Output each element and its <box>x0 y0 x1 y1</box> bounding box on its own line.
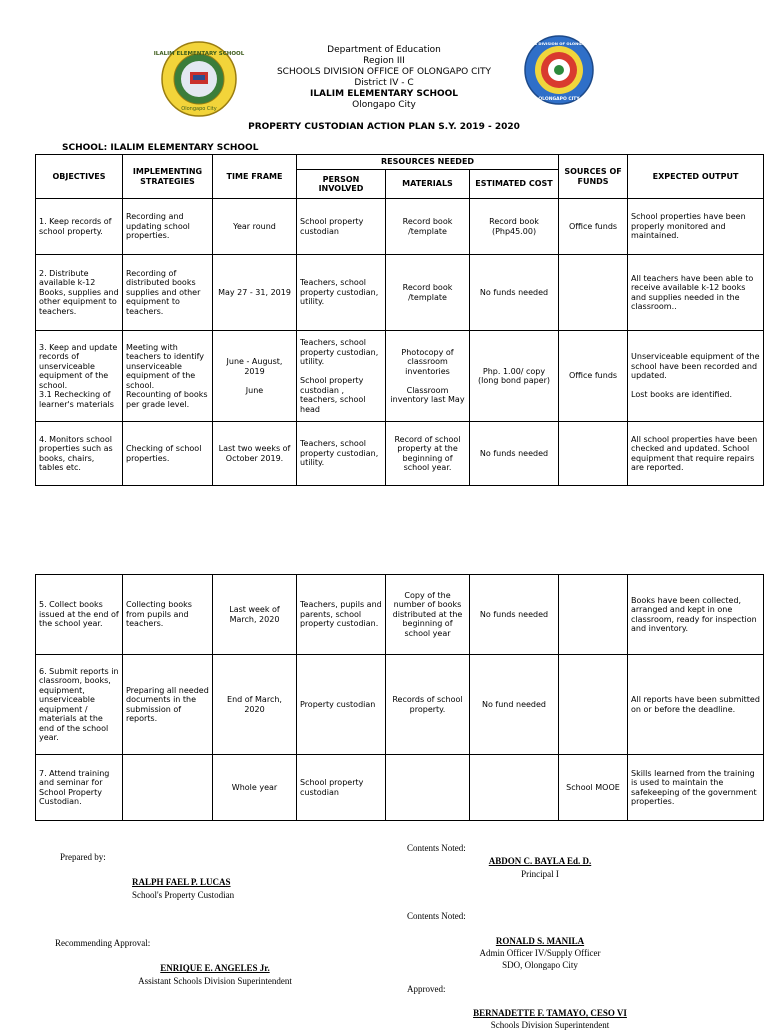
cell-funds <box>559 575 628 655</box>
prepared-by-name: RALPH FAEL P. LUCAS <box>132 877 231 887</box>
contents-noted-label-2: Contents Noted: <box>407 911 466 921</box>
cell-strategy: Collecting books from pupils and teachers. <box>123 575 213 655</box>
header-line-district: District IV - C <box>354 78 414 88</box>
col-expected-output: EXPECTED OUTPUT <box>628 155 764 199</box>
cell-output: All reports have been submitted on or before the deadline. <box>628 655 764 755</box>
right-logo-text: SCHOOLS DIVISION OF OLONGAPO CITY <box>516 41 602 46</box>
approved-label: Approved: <box>407 984 446 994</box>
cell-funds: School MOOE <box>559 755 628 821</box>
cell-person: School property custodian <box>297 755 386 821</box>
col-person-involved: PERSON INVOLVED <box>297 170 386 199</box>
col-estimated-cost: ESTIMATED COST <box>470 170 559 199</box>
header-line-region: Region III <box>363 56 405 66</box>
cell-objective: 1. Keep records of school property. <box>36 199 123 255</box>
header-school-name: ILALIM ELEMENTARY SCHOOL <box>309 89 459 99</box>
left-logo-bottom-text: Olongapo City <box>181 106 217 112</box>
cell-time: Whole year <box>213 755 297 821</box>
cell-time: May 27 - 31, 2019 <box>213 255 297 331</box>
cell-objective: 2. Distribute available k-12 Books, supplies and other equipment to teachers. <box>36 255 123 331</box>
header-line-department: Department of Education <box>327 45 441 55</box>
left-logo-text: ILALIM ELEMENTARY SCHOOL <box>153 51 245 57</box>
prepared-by-label: Prepared by: <box>60 852 106 862</box>
header-line-division: SCHOOLS DIVISION OFFICE OF OLONGAPO CITY <box>276 67 492 77</box>
cell-person: Teachers, school property custodian, utility. <box>297 422 386 486</box>
table-header-row <box>36 155 764 170</box>
cell-materials: Record book /template <box>386 199 470 255</box>
cell-time: End of March, 2020 <box>213 655 297 755</box>
col-materials: MATERIALS <box>386 170 470 199</box>
cell-strategy: Checking of school properties. <box>123 422 213 486</box>
cell-time: Year round <box>213 199 297 255</box>
cell-output: All school properties have been checked and updated. School equipment that require repairs are reported. <box>628 422 764 486</box>
cell-person: School property custodian <box>297 199 386 255</box>
cell-funds <box>559 255 628 331</box>
cell-output: Books have been collected, arranged and kept in one classroom, ready for inspection and inventory. <box>628 575 764 655</box>
cell-strategy: Preparing all needed documents in the submission of reports. <box>123 655 213 755</box>
cell-output: Unserviceable equipment of the school have been recorded and updated. Lost books are identified. <box>628 331 764 422</box>
cell-person: Property custodian <box>297 655 386 755</box>
cell-cost <box>470 755 559 821</box>
table-row <box>36 199 764 255</box>
recommending-name: ENRIQUE E. ANGELES Jr. <box>160 963 270 973</box>
cell-strategy: Recording and updating school properties. <box>123 199 213 255</box>
noted-1-name: ABDON C. BAYLA Ed. D. <box>488 856 592 866</box>
cell-materials: Copy of the number of books distributed at the beginning of school year <box>386 575 470 655</box>
cell-person: Teachers, pupils and parents, school property custodian. <box>297 575 386 655</box>
noted-2-title-1: Admin Officer IV/Supply Officer <box>479 948 601 958</box>
cell-cost: Record book (Php45.00) <box>470 199 559 255</box>
cell-cost: No funds needed <box>470 422 559 486</box>
action-plan-table <box>35 154 764 486</box>
cell-objective: 4. Monitors school properties such as books, chairs, tables etc. <box>36 422 123 486</box>
document-title: PROPERTY CUSTODIAN ACTION PLAN S.Y. 2019 - 2020 <box>248 122 520 132</box>
cell-output: School properties have been properly monitored and maintained. <box>628 199 764 255</box>
action-plan-table-continued <box>35 574 764 821</box>
table-row <box>36 755 764 821</box>
header-city: Olongapo City <box>352 100 416 110</box>
cell-cost: Php. 1.00/ copy (long bond paper) <box>470 331 559 422</box>
cell-person: Teachers, school property custodian, utility. School property custodian , teachers, school head <box>297 331 386 422</box>
cell-cost: No funds needed <box>470 255 559 331</box>
table-body-1 <box>36 199 764 486</box>
cell-output: Skills learned from the training is used to maintain the safekeeping of the government properties. <box>628 755 764 821</box>
cell-time: Last week of March, 2020 <box>213 575 297 655</box>
cell-output: All teachers have been able to receive available k-12 books and supplies needed in the classroom.. <box>628 255 764 331</box>
cell-objective: 6. Submit reports in classroom, books, equipment, unserviceable equipment / materials at the end of the school year. <box>36 655 123 755</box>
cell-funds <box>559 422 628 486</box>
contents-noted-label-1: Contents Noted: <box>407 843 466 853</box>
cell-materials <box>386 755 470 821</box>
cell-person: Teachers, school property custodian, utility. <box>297 255 386 331</box>
cell-time: June - August, 2019 June <box>213 331 297 422</box>
cell-funds: Office funds <box>559 331 628 422</box>
cell-funds: Office funds <box>559 199 628 255</box>
cell-materials: Record book /template <box>386 255 470 331</box>
noted-2-name: RONALD S. MANILA <box>495 936 585 946</box>
approved-title: Schools Division Superintendent <box>490 1020 610 1030</box>
col-strategies: IMPLEMENTING STRATEGIES <box>123 155 213 199</box>
cell-strategy: Meeting with teachers to identify unserviceable equipment of the school. Recounting of books per grade level. <box>123 331 213 422</box>
cell-funds <box>559 655 628 755</box>
cell-objective: 7. Attend training and seminar for School Property Custodian. <box>36 755 123 821</box>
cell-materials: Records of school property. <box>386 655 470 755</box>
cell-objective: 3. Keep and update records of unserviceable equipment of the school. 3.1 Rechecking of learner's materials <box>36 331 123 422</box>
noted-2-title-2: SDO, Olongapo City <box>502 960 578 970</box>
cell-objective: 5. Collect books issued at the end of the school year. <box>36 575 123 655</box>
table-row <box>36 331 764 422</box>
table-body-2 <box>36 575 764 821</box>
recommending-approval-label: Recommending Approval: <box>55 938 151 948</box>
cell-strategy: Recording of distributed books supplies and other equipment to teachers. <box>123 255 213 331</box>
col-objectives: OBJECTIVES <box>36 155 123 199</box>
cell-materials: Record of school property at the beginning of school year. <box>386 422 470 486</box>
recommending-title: Assistant Schools Division Superintendent <box>138 976 292 986</box>
col-resources-needed: RESOURCES NEEDED <box>297 155 559 170</box>
cell-cost: No funds needed <box>470 575 559 655</box>
cell-materials: Photocopy of classroom inventories Classroom inventory last May <box>386 331 470 422</box>
cell-cost: No fund needed <box>470 655 559 755</box>
col-time-frame: TIME FRAME <box>213 155 297 199</box>
table-row <box>36 422 764 486</box>
approved-name: BERNADETTE F. TAMAYO, CESO VI <box>473 1008 627 1018</box>
noted-1-title: Principal I <box>521 869 559 879</box>
table-row <box>36 255 764 331</box>
cell-time: Last two weeks of October 2019. <box>213 422 297 486</box>
school-line: SCHOOL: ILALIM ELEMENTARY SCHOOL <box>62 143 259 153</box>
table-row <box>36 575 764 655</box>
table-row <box>36 655 764 755</box>
cell-strategy <box>123 755 213 821</box>
col-sources-of-funds: SOURCES OF FUNDS <box>559 155 628 199</box>
prepared-by-title: School's Property Custodian <box>132 890 235 900</box>
right-logo-bottom-text: OLONGAPO CITY <box>538 97 580 102</box>
